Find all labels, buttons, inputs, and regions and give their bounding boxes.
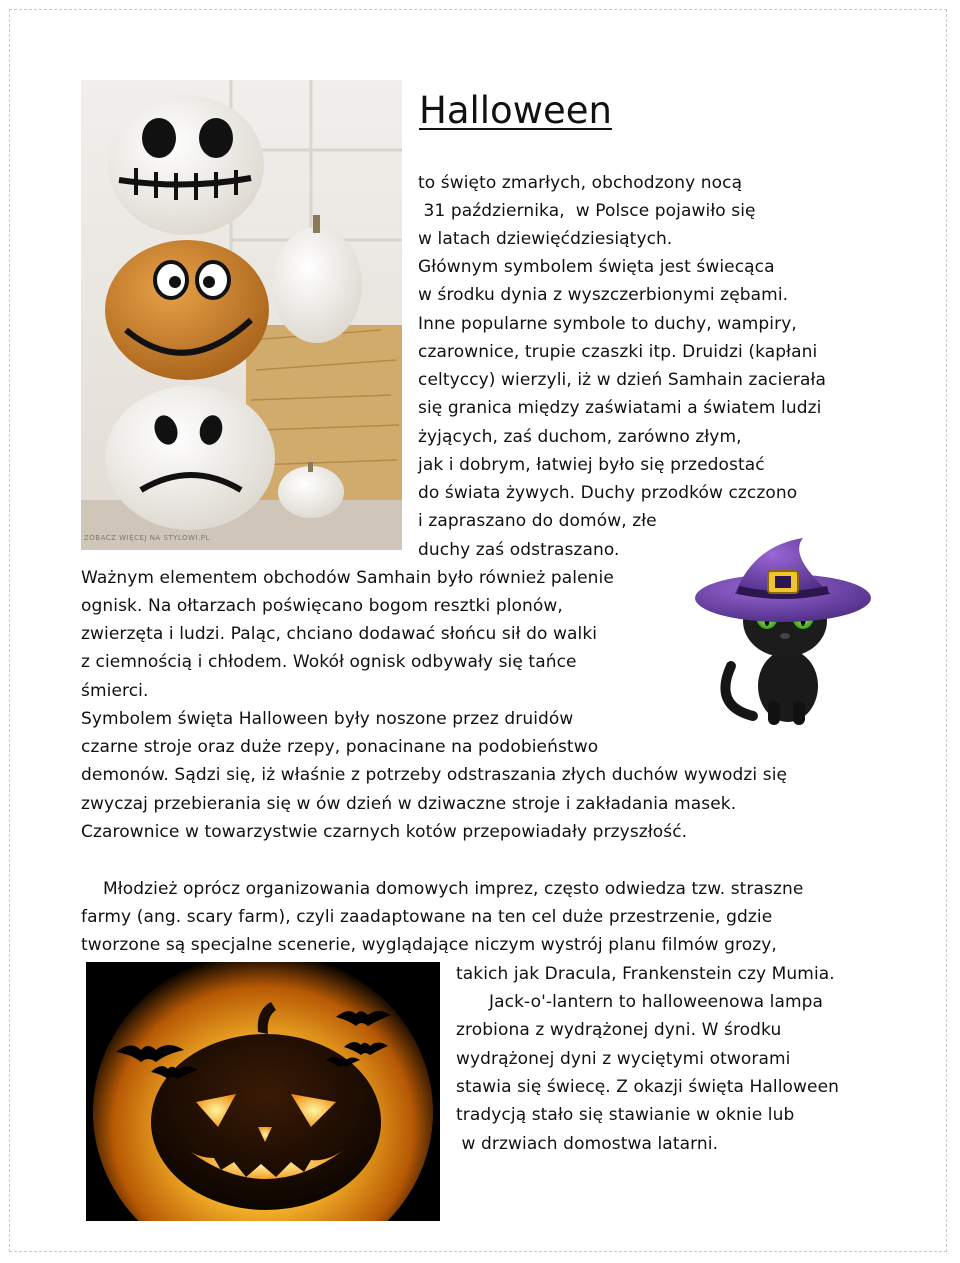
text-line: ognisk. Na ołtarzach poświęcano bogom resztki plonów,: [81, 596, 563, 616]
text-line: zrobiona z wydrążonej dyni. W środku: [456, 1020, 782, 1040]
page-title: Halloween: [419, 89, 612, 132]
text-line: Głównym symbolem święta jest świecąca: [418, 257, 775, 277]
text-line: Inne popularne symbole to duchy, wampiry,: [418, 314, 797, 334]
text-line: 31 października, w Polsce pojawiło się: [418, 201, 756, 221]
text-line: tworzone są specjalne scenerie, wyglądające niczym wystrój planu filmów grozy,: [81, 935, 777, 955]
text-line: czarownice, trupie czaszki itp. Druidzi (kapłani: [418, 342, 818, 362]
text-line: do świata żywych. Duchy przodków czczono: [418, 483, 798, 503]
text-line: czarne stroje oraz duże rzepy, ponacinane na podobieństwo: [81, 737, 599, 757]
text-line: zwierzęta i ludzi. Paląc, chciano dodawać słońcu sił do walki: [81, 624, 598, 644]
text-line: to święto zmarłych, obchodzony nocą: [418, 173, 743, 193]
text-line: w środku dynia z wyszczerbionymi zębami.: [418, 285, 789, 305]
text-line: zwyczaj przebierania się w ów dzień w dziwaczne stroje i zakładania masek.: [81, 794, 737, 814]
jack-o-lantern-image: [86, 962, 440, 1221]
text-line: celtyccy) wierzyli, iż w dzień Samhain zacierała: [418, 370, 826, 390]
text-line: Czarownice w towarzystwie czarnych kotów przepowiadały przyszłość.: [81, 822, 688, 842]
text-line: demonów. Sądzi się, iż właśnie z potrzeby odstraszania złych duchów wywodzi się: [81, 765, 788, 785]
text-line: się granica między zaświatami a światem ludzi: [418, 398, 822, 418]
text-line: z ciemnością i chłodem. Wokół ognisk odbywały się tańce: [81, 652, 577, 672]
text-line: żyjących, zaś duchom, zarówno złym,: [418, 427, 742, 447]
image-credit: ZOBACZ WIĘCEJ NA STYLOWI.PL: [84, 534, 210, 542]
text-line: takich jak Dracula, Frankenstein czy Mumia.: [456, 964, 835, 984]
text-line: Jack-o'-lantern to halloweenowa lampa: [456, 992, 824, 1012]
text-line: wydrążonej dyni z wyciętymi otworami: [456, 1049, 791, 1069]
text-line: i zapraszano do domów, złe: [418, 511, 657, 531]
text-line: tradycją stało się stawianie w oknie lub: [456, 1105, 795, 1125]
text-line: farmy (ang. scary farm), czyli zaadaptowane na ten cel duże przestrzenie, gdzie: [81, 907, 773, 927]
text-line: jak i dobrym, łatwiej było się przedostać: [418, 455, 765, 475]
text-line: stawia się świecę. Z okazji święta Halloween: [456, 1077, 840, 1097]
cat-in-witch-hat-image: [693, 536, 871, 728]
text-line: Ważnym elementem obchodów Samhain było również palenie: [81, 568, 614, 588]
text-line: w latach dziewięćdziesiątych.: [418, 229, 673, 249]
text-line: duchy zaś odstraszano.: [418, 540, 620, 560]
pumpkin-stack-image: [81, 80, 402, 550]
text-line: w drzwiach domostwa latarni.: [456, 1134, 719, 1154]
text-line: Symbolem święta Halloween były noszone przez druidów: [81, 709, 574, 729]
text-line: Młodzież oprócz organizowania domowych imprez, często odwiedza tzw. straszne: [81, 879, 804, 899]
text-line: śmierci.: [81, 681, 149, 701]
